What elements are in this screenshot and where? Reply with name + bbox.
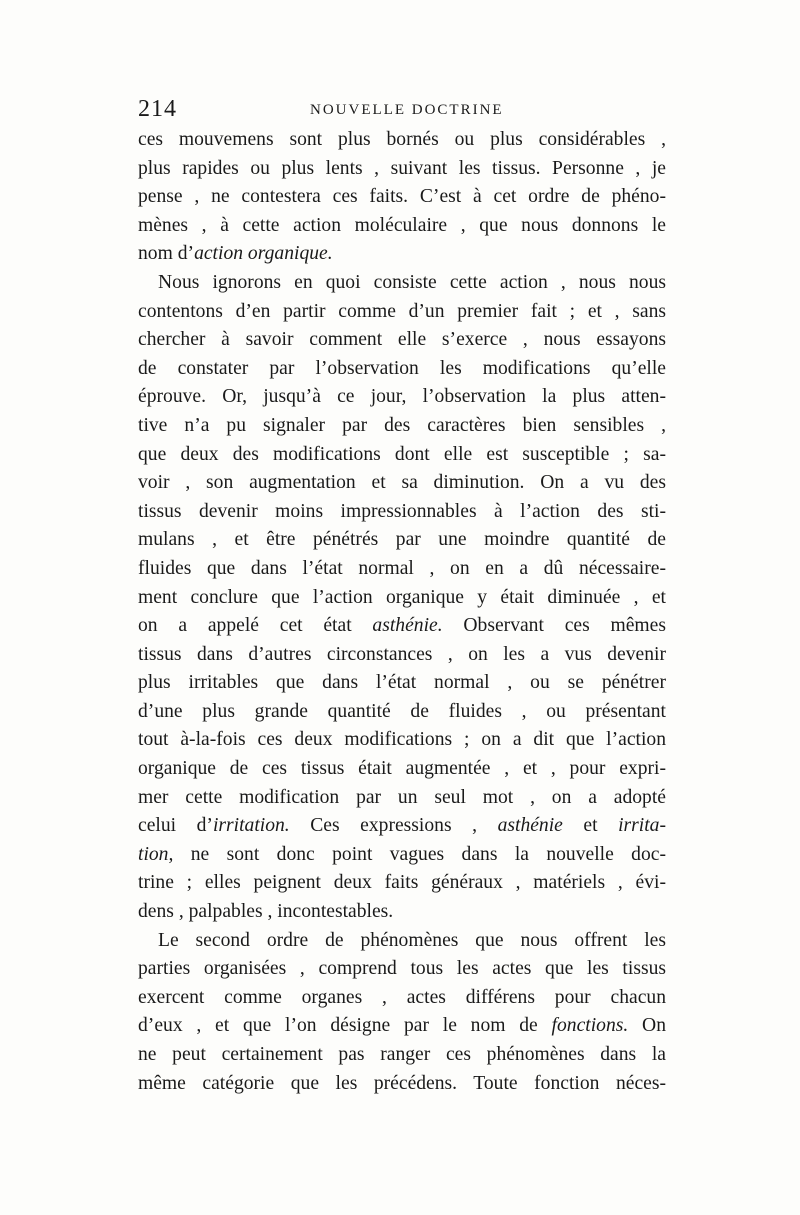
text-line bbox=[138, 269, 666, 298]
italic-text: asthénie. bbox=[372, 615, 443, 637]
text-line bbox=[138, 383, 666, 412]
text-line bbox=[138, 1070, 666, 1099]
text-segment: organique de ces tissus était augmentée , et , pour expri- bbox=[138, 758, 666, 780]
text-segment: d’une plus grande quantité de fluides , ou présentant bbox=[138, 700, 666, 722]
text-segment: Nous ignorons en quoi consiste cette action , nous nous bbox=[158, 271, 666, 293]
text-segment: Le second ordre de phénomènes que nous offrent les bbox=[158, 929, 666, 951]
text-line bbox=[138, 641, 666, 670]
italic-text: tion, bbox=[138, 843, 174, 865]
text-line bbox=[138, 955, 666, 984]
text-line bbox=[138, 212, 666, 241]
text-segment: fluides que dans l’état normal , on en a dû nécessaire- bbox=[138, 557, 666, 579]
text-segment: plus irritables que dans l’état normal , ou se pénétrer bbox=[138, 672, 666, 694]
text-segment: ment conclure que l’action organique y était diminuée , et bbox=[138, 586, 666, 608]
body-text bbox=[138, 126, 666, 1098]
text-segment: contentons d’en partir comme d’un premier fait ; et , sans bbox=[138, 300, 666, 322]
text-segment: mer cette modification par un seul mot , on a adopté bbox=[138, 786, 666, 808]
text-line bbox=[138, 812, 666, 841]
text-line bbox=[138, 984, 666, 1013]
text-line bbox=[138, 612, 666, 641]
text-line bbox=[138, 669, 666, 698]
text-segment: trine ; elles peignent deux faits généraux , matériels , évi- bbox=[138, 872, 666, 894]
text-segment: exercent comme organes , actes différens pour chacun bbox=[138, 986, 666, 1008]
text-line bbox=[138, 183, 666, 212]
text-line bbox=[138, 126, 666, 155]
text-line bbox=[138, 326, 666, 355]
text-segment: tissus devenir moins impressionnables à l’action des sti- bbox=[138, 500, 666, 522]
text-segment: Observant ces mêmes bbox=[442, 615, 666, 637]
text-segment: On bbox=[628, 1015, 666, 1037]
text-line bbox=[138, 584, 666, 613]
text-segment: parties organisées , comprend tous les actes que les tissus bbox=[138, 958, 666, 980]
text-line bbox=[138, 355, 666, 384]
text-line bbox=[138, 698, 666, 727]
text-line bbox=[138, 412, 666, 441]
page-number: 214 bbox=[138, 96, 177, 122]
text-segment: éprouve. Or, jusqu’à ce jour, l’observation la plus atten- bbox=[138, 386, 666, 408]
text-segment: ces mouvemens sont plus bornés ou plus considérables , bbox=[138, 129, 666, 150]
text-segment: chercher à savoir comment elle s’exerce , nous essayons bbox=[138, 329, 666, 351]
text-line bbox=[138, 726, 666, 755]
text-segment: Ces expressions , bbox=[289, 815, 498, 837]
italic-text: asthénie bbox=[497, 815, 563, 837]
text-line bbox=[138, 555, 666, 584]
text-line bbox=[138, 526, 666, 555]
text-segment: tive n’a pu signaler par des caractères bien sensibles , bbox=[138, 414, 666, 436]
text-segment: de constater par l’observation les modifications qu’elle bbox=[138, 357, 666, 379]
page-header bbox=[138, 96, 668, 126]
text-line bbox=[138, 441, 666, 470]
text-segment: d’eux , et que l’on désigne par le nom de bbox=[138, 1015, 552, 1037]
italic-text: action organique. bbox=[194, 243, 333, 265]
text-line bbox=[138, 1012, 666, 1041]
text-segment: tout à-la-fois ces deux modifications ; on a dit que l’action bbox=[138, 729, 666, 751]
text-segment: ne peut certainement pas ranger ces phénomènes dans la bbox=[138, 1044, 666, 1065]
text-line bbox=[138, 240, 666, 269]
text-segment: tissus dans d’autres circonstances , on les a vus devenir bbox=[138, 643, 666, 665]
text-line bbox=[138, 469, 666, 498]
text-line bbox=[138, 841, 666, 870]
text-segment: nom d’ bbox=[138, 243, 195, 265]
italic-text: irrita- bbox=[618, 815, 666, 837]
italic-text: irritation. bbox=[212, 815, 290, 837]
italic-text: fonctions. bbox=[551, 1015, 629, 1037]
text-segment: mulans , et être pénétrés par une moindre quantité de bbox=[138, 529, 666, 551]
text-segment: et bbox=[562, 815, 619, 837]
text-line bbox=[138, 755, 666, 784]
text-segment: que deux des modifications dont elle est susceptible ; sa- bbox=[138, 443, 666, 465]
text-line bbox=[138, 298, 666, 327]
text-segment: pense , ne contestera ces faits. C’est à cet ordre de phéno- bbox=[138, 186, 666, 208]
text-line bbox=[138, 155, 666, 184]
text-segment: même catégorie que les précédens. Toute fonction néces- bbox=[138, 1072, 666, 1094]
text-segment: mènes , à cette action moléculaire , que nous donnons le bbox=[138, 214, 666, 236]
text-line bbox=[138, 898, 666, 927]
text-line bbox=[138, 927, 666, 956]
text-segment: voir , son augmentation et sa diminution. On a vu des bbox=[138, 472, 666, 494]
running-head: NOUVELLE DOCTRINE bbox=[310, 102, 504, 118]
text-segment: dens , palpables , incontestables. bbox=[138, 901, 394, 923]
text-line bbox=[138, 1041, 666, 1070]
text-segment: ne sont donc point vagues dans la nouvelle doc- bbox=[173, 843, 666, 865]
text-line bbox=[138, 784, 666, 813]
text-line bbox=[138, 869, 666, 898]
text-segment: on a appelé cet état bbox=[138, 615, 373, 637]
text-line bbox=[138, 498, 666, 527]
text-segment: celui d’ bbox=[138, 815, 213, 837]
text-segment: plus rapides ou plus lents , suivant les tissus. Personne , je bbox=[138, 157, 666, 179]
